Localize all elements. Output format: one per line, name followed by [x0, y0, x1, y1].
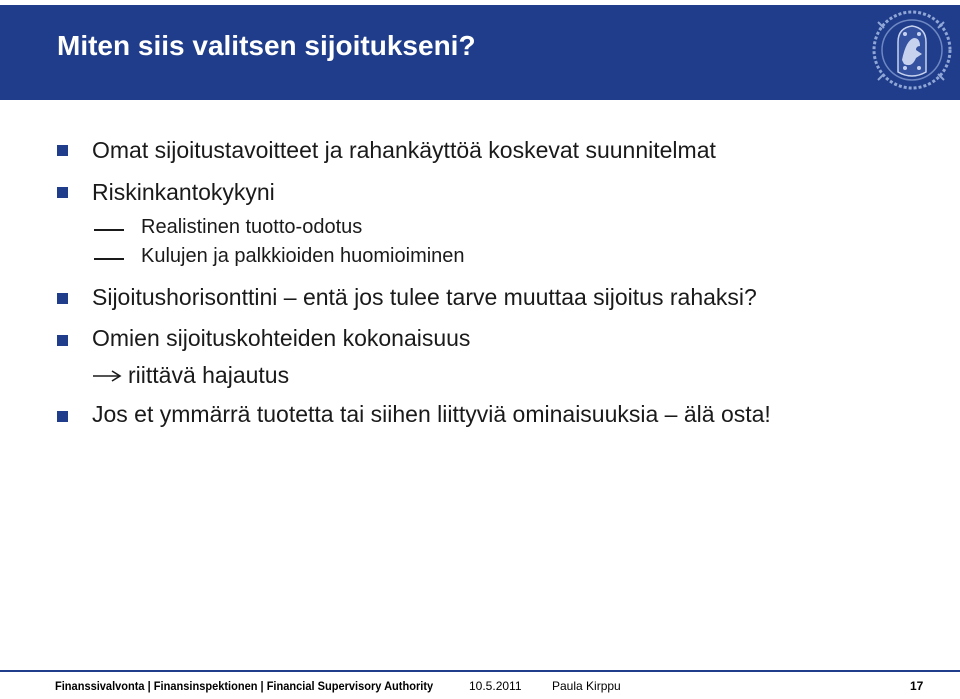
arrow-line — [92, 362, 289, 389]
square-bullet-icon — [57, 335, 68, 346]
footer-page-number: 17 — [910, 679, 924, 693]
subbullet-costs-fees: Kulujen ja palkkioiden huomioiminen — [141, 245, 465, 267]
footer-author: Paula Kirppu — [552, 679, 621, 693]
footer-divider — [0, 670, 960, 672]
slide-title: Miten siis valitsen sijoitukseni? — [57, 30, 476, 61]
square-bullet-icon — [57, 187, 68, 198]
square-bullet-icon — [57, 411, 68, 422]
bullet-understand-product: Jos et ymmärrä tuotetta tai siihen liittyviä ominaisuuksia – älä osta! — [92, 401, 771, 427]
dash-bullet-icon — [94, 229, 124, 231]
bullet-goals: Omat sijoitustavoitteet ja rahankäyttöä koskevat suunnitelmat — [92, 137, 716, 163]
bullet-risk-capacity: Riskinkantokykyni — [92, 179, 275, 205]
right-arrow-icon — [92, 367, 122, 385]
bullet-investment-horizon: Sijoitushorisonttini – entä jos tulee tarve muuttaa sijoitus rahaksi? — [92, 284, 757, 310]
footer-organization: Finanssivalvonta | Finansinspektionen | Financial Supervisory Authority — [55, 679, 434, 693]
square-bullet-icon — [57, 145, 68, 156]
dash-bullet-icon — [94, 258, 124, 260]
square-bullet-icon — [57, 293, 68, 304]
bullet-portfolio-totality: Omien sijoituskohteiden kokonaisuus — [92, 325, 471, 351]
subbullet-return-expectation: Realistinen tuotto-odotus — [141, 216, 363, 238]
footer-date: 10.5.2011 — [469, 679, 522, 693]
arrow-line-text: riittävä hajautus — [128, 362, 290, 388]
